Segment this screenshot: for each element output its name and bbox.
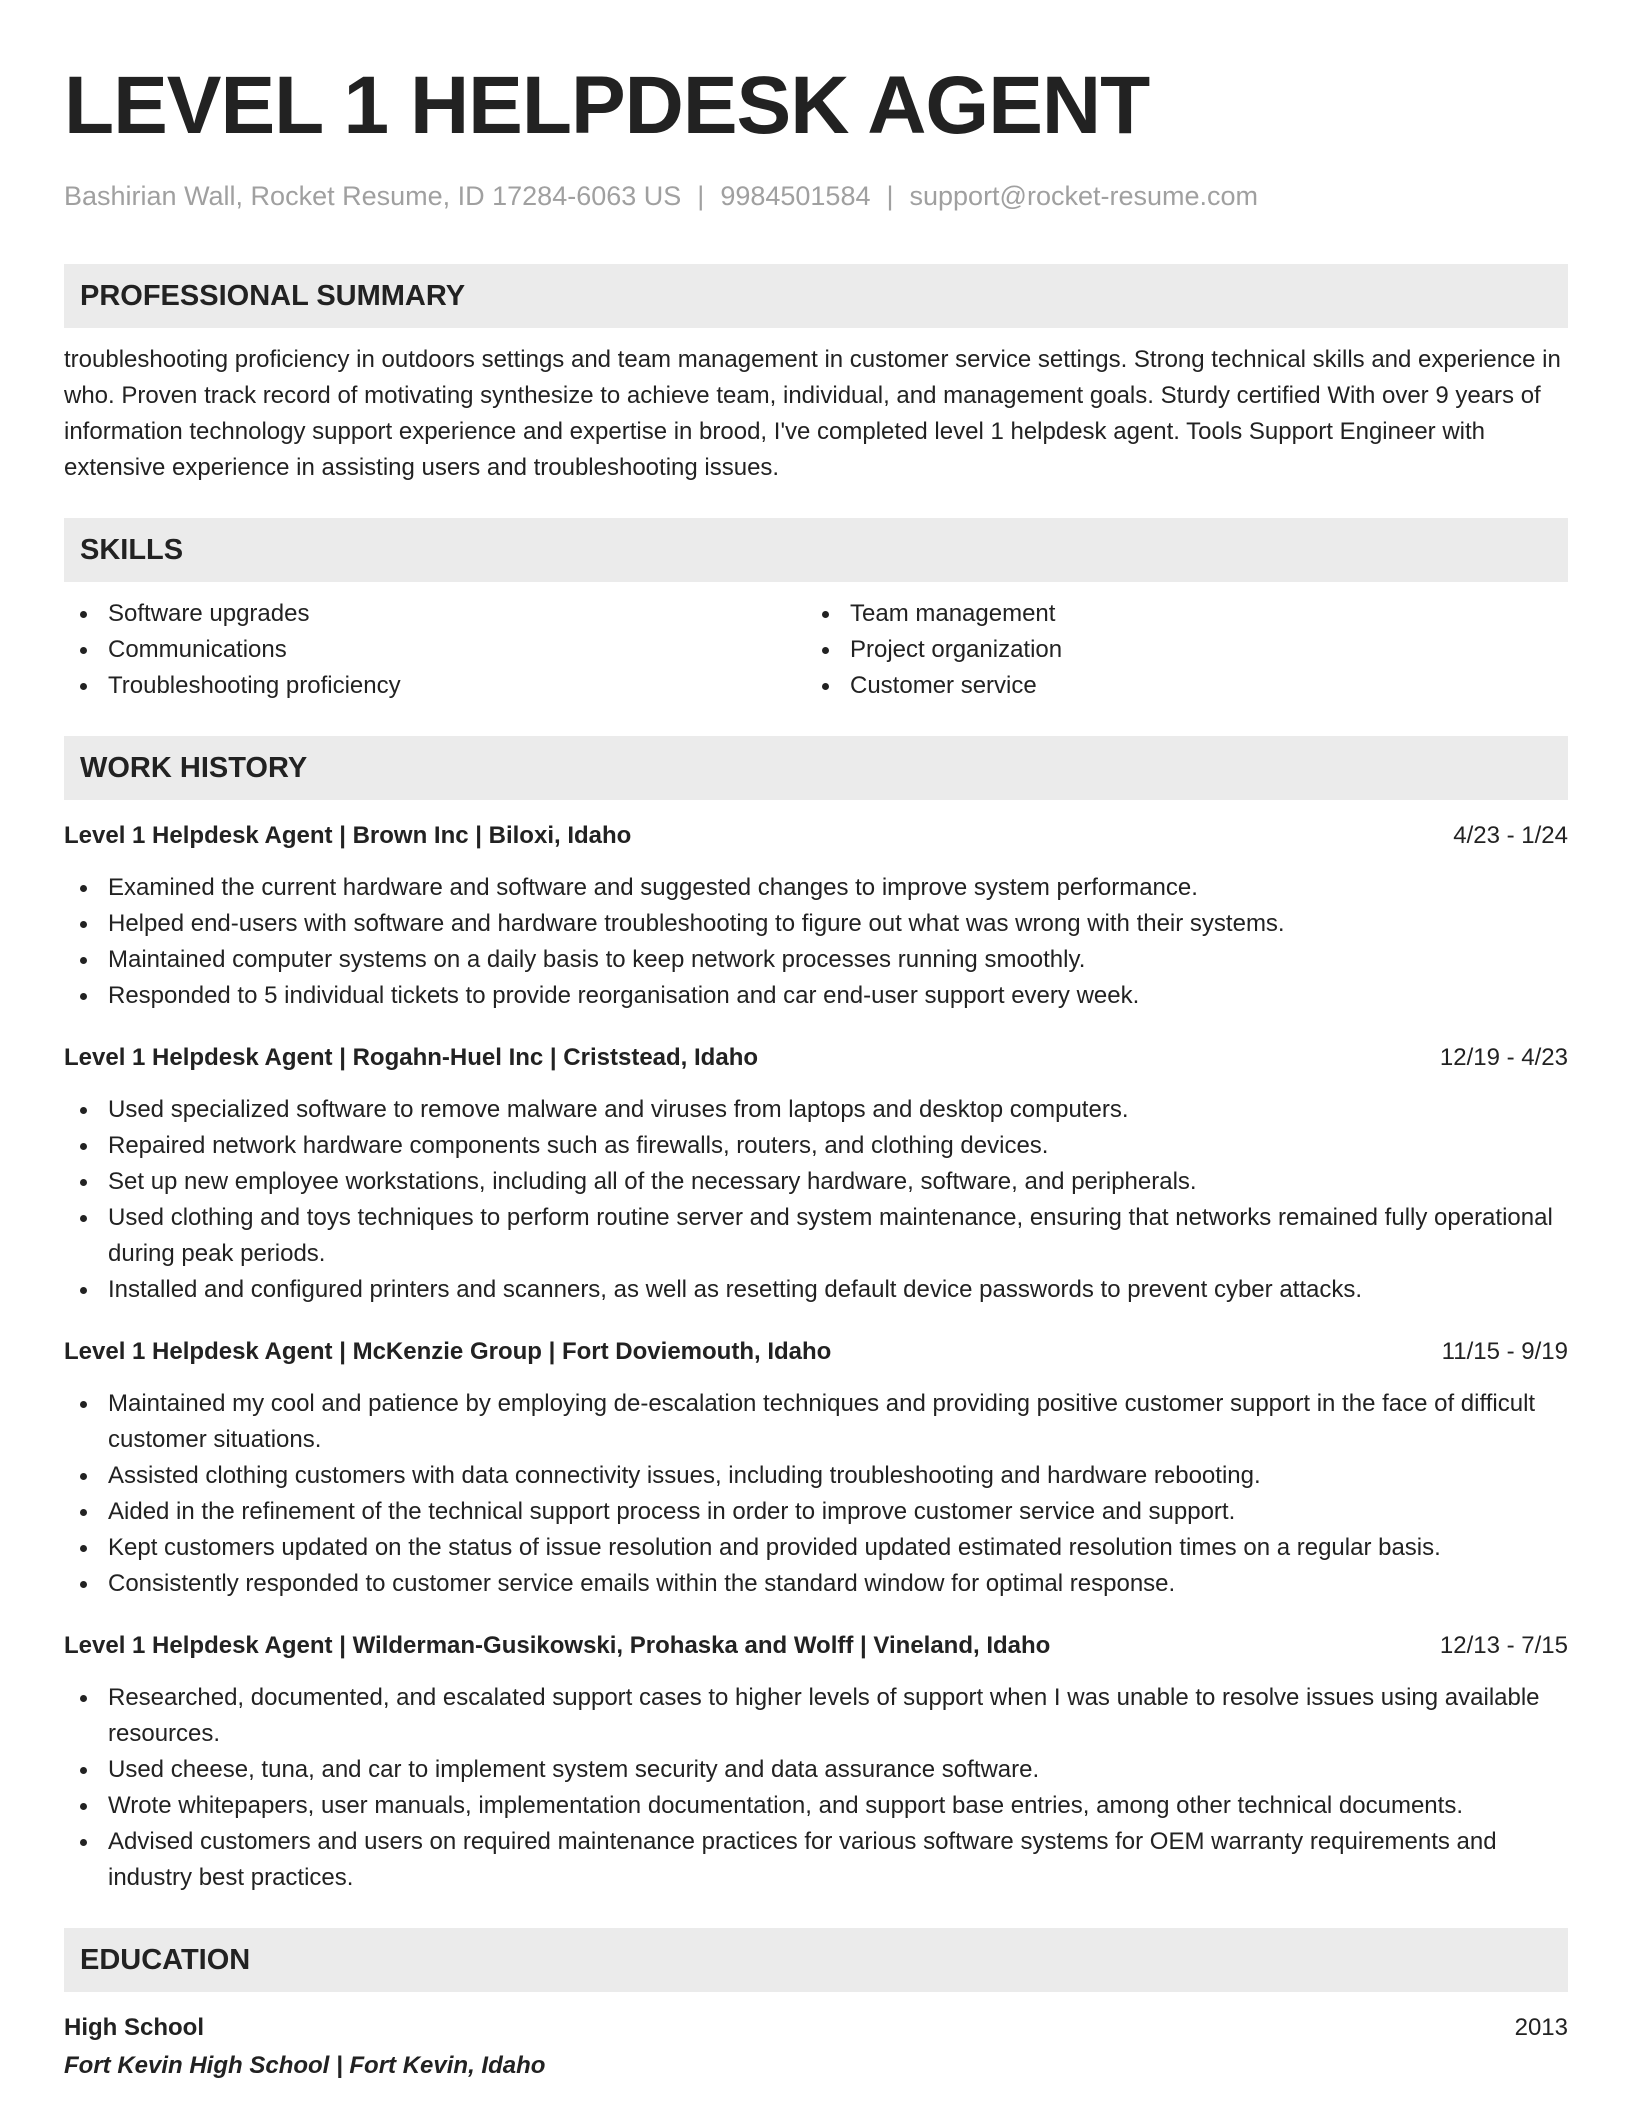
education-header — [64, 2010, 1568, 2046]
skill-item: Customer service — [806, 668, 1548, 704]
job-dates: 11/15 - 9/19 — [1441, 1338, 1568, 1365]
job-bullet: Maintained my cool and patience by employing de-escalation techniques and providing positive customer support in the face of difficult customer situations. — [64, 1386, 1568, 1458]
section-header-summary — [64, 264, 1568, 328]
job-bullet: Used cheese, tuna, and car to implement system security and data assurance software. — [64, 1752, 1568, 1788]
education-degree: High School — [64, 2014, 204, 2041]
section-title: WORK HISTORY — [80, 751, 308, 784]
job-bullet: Advised customers and users on required maintenance practices for various software systems for OEM warranty requirements and industry best practices. — [64, 1824, 1568, 1896]
contact-address: Bashirian Wall, Rocket Resume, ID 17284-6063 US — [64, 181, 682, 211]
skills-column-right — [806, 596, 1548, 704]
job-bullet: Assisted clothing customers with data connectivity issues, including troubleshooting and hardware rebooting. — [64, 1458, 1568, 1494]
section-header-education — [64, 1928, 1568, 1992]
contact-email: support@rocket-resume.com — [909, 181, 1259, 211]
skills-column-left — [64, 596, 806, 704]
job-bullet: Repaired network hardware components such as firewalls, routers, and clothing devices. — [64, 1128, 1568, 1164]
job-bullet: Kept customers updated on the status of issue resolution and provided updated estimated resolution times on a regular basis. — [64, 1530, 1568, 1566]
section-title: EDUCATION — [80, 1943, 251, 1976]
contact-phone: 9984501584 — [720, 181, 871, 211]
resume-name: LEVEL 1 HELPDESK AGENT — [64, 60, 1150, 151]
contact-separator: | — [697, 181, 705, 211]
job-bullet: Researched, documented, and escalated support cases to higher levels of support when I was unable to resolve issues using available resources. — [64, 1680, 1568, 1752]
job-bullet: Responded to 5 individual tickets to provide reorganisation and car end-user support every week. — [64, 978, 1568, 1014]
section-title: PROFESSIONAL SUMMARY — [80, 279, 466, 312]
job-title: Level 1 Helpdesk Agent | Rogahn-Huel Inc | Criststead, Idaho — [64, 1044, 759, 1071]
section-header-work-history — [64, 736, 1568, 800]
contact-line — [64, 178, 1568, 214]
job-title: Level 1 Helpdesk Agent | McKenzie Group | Fort Doviemouth, Idaho — [64, 1338, 832, 1365]
job-bullet: Used clothing and toys techniques to perform routine server and system maintenance, ensuring that networks remained fully operational during peak periods. — [64, 1200, 1568, 1272]
section-header-skills — [64, 518, 1568, 582]
education-entry — [64, 2010, 1568, 2086]
job-bullet: Helped end-users with software and hardware troubleshooting to figure out what was wrong with their systems. — [64, 906, 1568, 942]
job-header — [64, 1628, 1568, 1664]
section-title: SKILLS — [80, 533, 184, 566]
job-bullet: Maintained computer systems on a daily basis to keep network processes running smoothly. — [64, 942, 1568, 978]
job-bullet: Aided in the refinement of the technical support process in order to improve customer service and support. — [64, 1494, 1568, 1530]
job-dates: 12/13 - 7/15 — [1439, 1632, 1568, 1659]
skill-item: Troubleshooting proficiency — [64, 668, 806, 704]
skill-item: Team management — [806, 596, 1548, 632]
contact-separator: | — [886, 181, 894, 211]
job-bullet: Used specialized software to remove malware and viruses from laptops and desktop computers. — [64, 1092, 1568, 1128]
skill-item: Communications — [64, 632, 806, 668]
job-entry — [64, 1040, 1568, 1308]
education-school: Fort Kevin High School | Fort Kevin, Idaho — [64, 2052, 546, 2079]
job-bullet: Set up new employee workstations, including all of the necessary hardware, software, and peripherals. — [64, 1164, 1568, 1200]
summary-text: troubleshooting proficiency in outdoors settings and team management in customer service settings. Strong technical skills and experience in who. Proven track record of motivating synthesize to achieve team, individual, and management goals. Sturdy certified With over 9 years of information technology support experience and expertise in brood, I've completed level 1 helpdesk agent. Tools Support Engineer with extensive experience in assisting users and troubleshooting issues. — [64, 346, 1561, 481]
skills-grid — [64, 596, 1568, 704]
job-bullet: Wrote whitepapers, user manuals, implementation documentation, and support base entries, among other technical documents. — [64, 1788, 1568, 1824]
job-header — [64, 818, 1568, 854]
job-header — [64, 1040, 1568, 1076]
job-entry — [64, 1334, 1568, 1602]
job-title: Level 1 Helpdesk Agent | Wilderman-Gusikowski, Prohaska and Wolff | Vineland, Idaho — [64, 1632, 1051, 1659]
job-bullets — [64, 1680, 1568, 1896]
job-bullet: Consistently responded to customer service emails within the standard window for optimal response. — [64, 1566, 1568, 1602]
education-year: 2013 — [1514, 2014, 1568, 2041]
job-title: Level 1 Helpdesk Agent | Brown Inc | Biloxi, Idaho — [64, 822, 632, 849]
skill-item: Software upgrades — [64, 596, 806, 632]
job-bullet: Installed and configured printers and scanners, as well as resetting default device passwords to prevent cyber attacks. — [64, 1272, 1568, 1308]
skill-item: Project organization — [806, 632, 1548, 668]
job-bullets — [64, 1386, 1568, 1602]
job-entry — [64, 1628, 1568, 1896]
job-bullet: Examined the current hardware and software and suggested changes to improve system performance. — [64, 870, 1568, 906]
job-dates: 4/23 - 1/24 — [1453, 822, 1568, 849]
job-bullets — [64, 1092, 1568, 1308]
job-bullets — [64, 870, 1568, 1014]
job-dates: 12/19 - 4/23 — [1439, 1044, 1568, 1071]
job-header — [64, 1334, 1568, 1370]
job-entry — [64, 818, 1568, 1014]
